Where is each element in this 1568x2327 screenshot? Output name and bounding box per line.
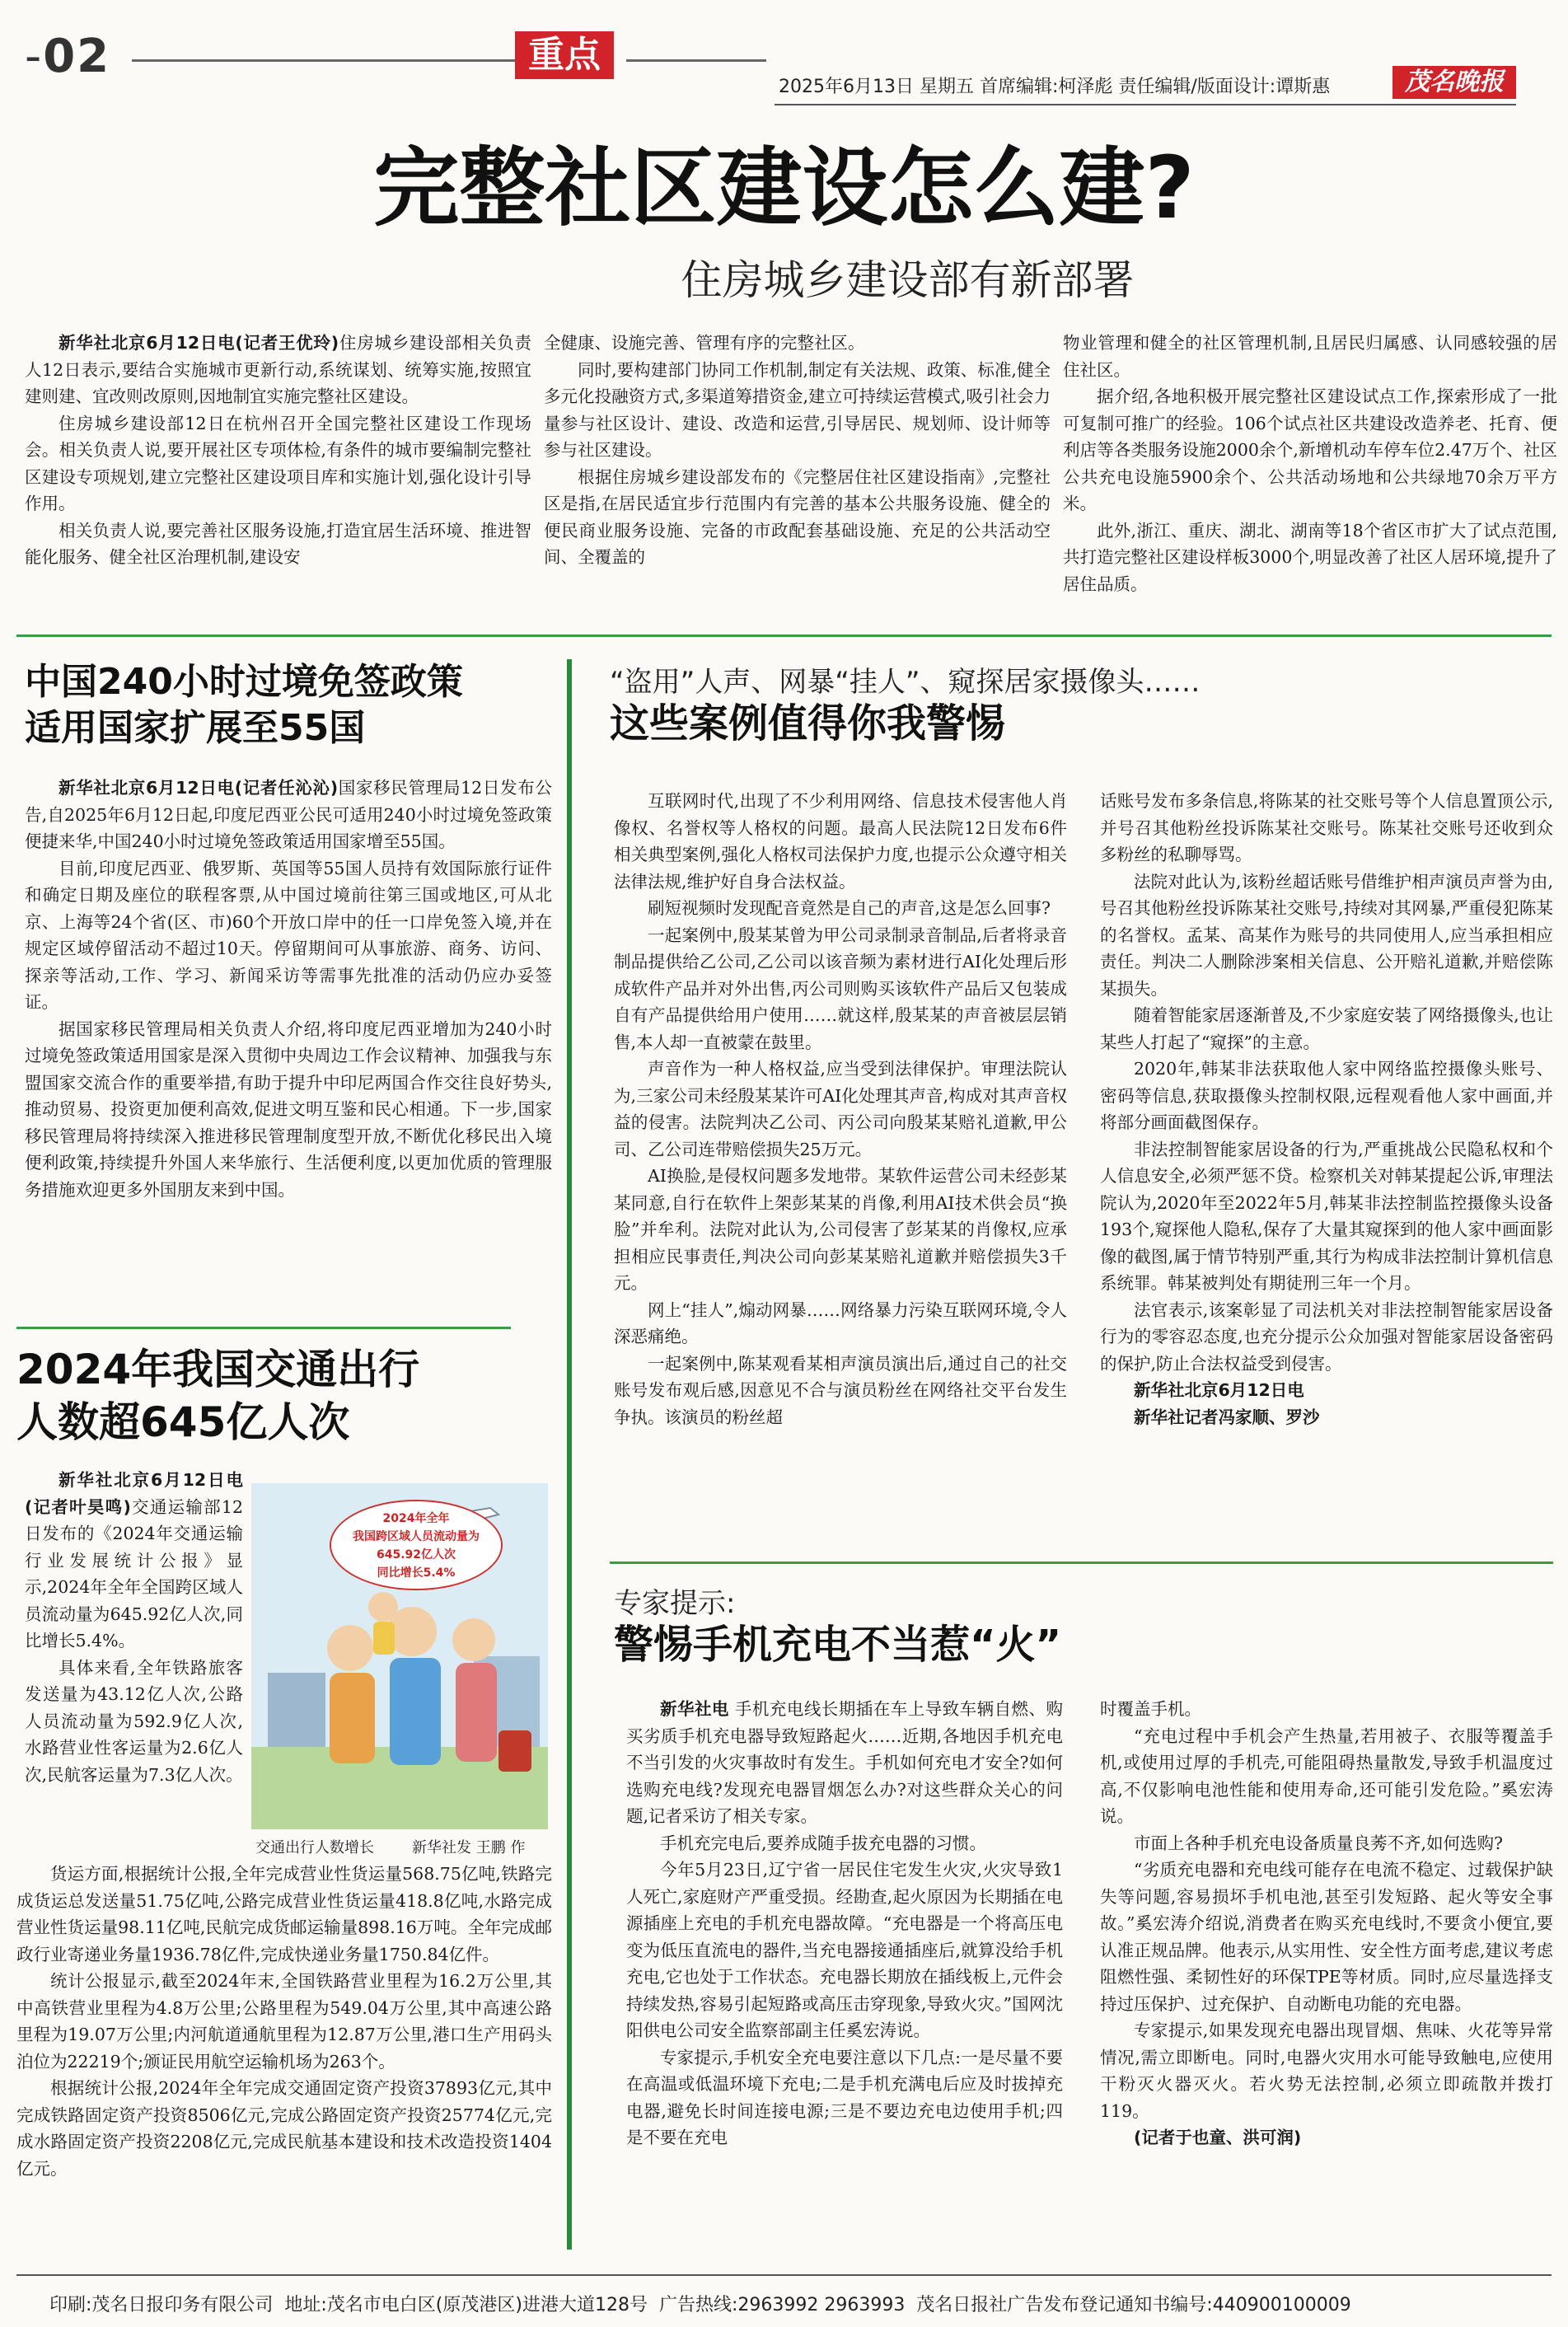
footer-info: 印刷:茂名日报印务有限公司 地址:茂名市电白区(原茂港区)进港大道128号 广告热线:2963992 2963993 茂名日报社广告发布登记通知书编号:440900100009 (49, 2295, 1351, 2315)
date-line: 2025年6月13日 星期五 首席编辑:柯泽彪 责任编辑/版面设计:谭斯惠 (779, 77, 1331, 97)
privacy-col-1: 互联网时代,出现了不少利用网络、信息技术侵害他人肖像权、名誉权等人格权的问题。最高人民法院12日发布6件相关典型案例,强化人格权司法保护力度,也提示公众遵守相关法律法规,维护好自身合法权益。 刷短视频时发现配音竟然是自己的声音,这是怎么回事? 一起案例中,殷某某曾为甲公司录制录音制品,后者将录音制品提供给乙公司,乙公司以该音频为素材进行AI化处理后形成软件产品并对外出售,丙公司则购买该软件产品后又包装成自有产品提供给用户使用……就这样,殷某某的声音被层层销售,本人却一直被蒙在鼓里。 声音作为一种人格权益,应当受到法律保护。审理法院认为,三家公司未经殷某某许可AI化处理其声音,构成对其声音权益的侵害。法院判决乙公司、丙公司向殷某某赔礼道歉,甲公司、乙公司连带赔偿损失25万元。 AI换脸,是侵权问题多发地带。某软件运营公司未经彭某某同意,自行在软件上架彭某某的肖像,利用AI技术供会员“换脸”并牟利。法院对此认为,公司侵害了彭某某的肖像权,应承担相应民事责任,判决公司向彭某某赔礼道歉并赔偿损失3千元。 网上“挂人”,煽动网暴……网络暴力污染互联网环境,令人深恶痛绝。 一起案例中,陈某观看某相声演员演出后,通过自己的社交账号发布观后感,因意见不合与演员粉丝在网络社交平台发生争执。该演员的粉丝超 (614, 791, 1067, 1427)
illustration-bubble: 2024年全年 我国跨区域人员流动量为 645.92亿人次 同比增长5.4% (330, 1500, 503, 1590)
visa-body: 新华社北京6月12日电(记者任沁沁)国家移民管理局12日发布公告,自2025年6月12日起,印度尼西亚公民可适用240小时过境免签政策便捷来华,中国240小时过境免签政策适用国家增至55国。 目前,印度尼西亚、俄罗斯、英国等55国人员持有效国际旅行证件和确定日期及座位的联程客票,从中国过境前往第三国或地区,可从北京、上海等24个省(区、市)60个开放口岸中的任一口岸免签入境,并在规定区域停留活动不超过10天。停留期间可从事旅游、商务、访问、探亲等活动,工作、学习、新闻采访等需事先批准的活动仍应办妥签证。 据国家移民管理局相关负责人介绍,将印度尼西亚增加为240小时过境免签政策适用国家是深入贯彻中央周边工作会议精神、加强我与东盟国家交流合作的重要举措,有助于提升中印尼两国合作交往良好势头,推动贸易、投资更加便利高效,促进文明互鉴和民心相通。下一步,国家移民管理局将持续深入推进移民管理制度型开放,不断优化移民出入境便利政策,持续提升外国人来华旅行、生活便利度,以更加优质的管理服务措施欢迎更多外国朋友来到中国。 (25, 778, 552, 1200)
footer-rule (16, 2274, 1552, 2276)
privacy-col-2: 话账号发布多条信息,将陈某的社交账号等个人信息置顶公示,并号召其他粉丝投诉陈某社交账号。陈某社交账号还收到众多粉丝的私聊辱骂。 法院对此认为,该粉丝超话账号借维护相声演员声誉为由,号召其他粉丝投诉陈某社交账号,持续对其网暴,严重侵犯陈某的名誉权。孟某、高某作为账号的共同使用人,应当承担相应责任。判决二人删除涉案相关信息、公开赔礼道歉,并赔偿陈某损失。 随着智能家居逐渐普及,不少家庭安装了网络摄像头,也让某些人打起了“窥探”的主意。 2020年,韩某非法获取他人家中网络监控摄像头账号、密码等信息,获取摄像头控制权限,远程观看他人家中画面,并将部分画面截图保存。 非法控制智能家居设备的行为,严重挑战公民隐私权和个人信息安全,必须严惩不贷。检察机关对韩某提起公诉,审理法院认为,2020年至2022年5月,韩某非法控制监控摄像头设备193个,窥探他人隐私,保存了大量其窥探到的他人家中画面影像的截图,属于情节特别严重,其行为构成非法控制计算机信息系统罪。韩某被判处有期徒刑三年一个月。 法官表示,该案彰显了司法机关对非法控制智能家居设备行为的零容忍态度,也充分提示公众加强对智能家居设备密码的保护,防止合法权益受到侵害。 新华社北京6月12日电 新华社记者冯家顺、罗沙 (1100, 791, 1553, 1427)
header-rule-left (132, 59, 515, 62)
lead-col-3: 物业管理和健全的社区管理机制,且居民归属感、认同感较强的居住社区。 据介绍,各地积极开展完整社区建设试点工作,探索形成了一批可复制可推广的经验。106个试点社区共建设改造养老、托育、便利店等各类服务设施2000余个,新增机动车停车位2.47万个、社区公共充电设施5900余个、公共活动场地和公共绿地70余万平方米。 此外,浙江、重庆、湖北、湖南等18个省区市扩大了试点范围,共打造完整社区建设样板3000个,明显改善了社区人居环境,提升了居住品质。 (1063, 333, 1557, 594)
lead-col-1: 新华社北京6月12日电(记者王优玲)住房城乡建设部相关负责人12日表示,要结合实施城市更新行动,系统谋划、统筹实施,按照宜建则建、宜改则改原则,因地制宜实施完整社区建设。 住房城乡建设部12日在杭州召开全国完整社区建设工作现场会。相关负责人说,要开展社区专项体检,有条件的城市要编制完整社区建设专项规划,建立完整社区建设项目库和实施计划,强化设计引导作用。 相关负责人说,要完善社区服务设施,打造宜居生活环境、推进智能化服务、健全社区治理机制,建设安 (25, 333, 532, 567)
illustration-credit: 新华社发 王鹏 作 (412, 1839, 526, 1856)
transport-illustration (251, 1483, 548, 1829)
illustration-caption: 交通出行人数增长 (255, 1839, 374, 1856)
lead-col-2: 全健康、设施完善、管理有序的完整社区。 同时,要构建部门协同工作机制,制定有关法规、政策、标准,健全多元化投融资方式,多渠道筹措资金,建立可持续运营模式,吸引社会力量参与社区设计、建设、改造和运营,引导居民、规划师、设计师等参与社区建设。 根据住房城乡建设部发布的《完整居住社区建设指南》,完整社区是指,在居民适宜步行范围内有完善的基本公共服务设施、健全的便民商业服务设施、完备的市政配套基础设施、充足的公共活动空间、全覆盖的 (544, 333, 1051, 567)
visa-title: 中国240小时过境免签政策 适用国家扩展至55国 (25, 661, 463, 749)
column-divider (567, 659, 572, 2250)
lead-title: 完整社区建设怎么建? (373, 138, 1195, 238)
privacy-kicker: “盗用”人声、网暴“挂人”、窥探居家摄像头…… (610, 666, 1201, 699)
phone-kicker: 专家提示: (614, 1587, 736, 1620)
transport-body: 货运方面,根据统计公报,全年完成营业性货运量568.75亿吨,铁路完成货运总发送量51.75亿吨,公路完成营业性货运量418.8亿吨,水路完成营业性货运量98.11亿吨,民航完成货邮运输量898.16万吨。全年完成邮政行业寄递业务量1936.78亿件,完成快递业务量1750.84亿件。 统计公报显示,截至2024年末,全国铁路营业里程为16.2万公里,其中高铁营业里程为4.8万公里;公路里程为549.04万公里,其中高速公路里程为19.07万公里;内河航道通航里程为12.87万公里,港口生产用码头泊位为22219个;颁证民用航空运输机场为263个。 根据统计公报,2024年全年完成交通固定资产投资37893亿元,其中完成铁路固定资产投资8506亿元,完成公路固定资产投资25774亿元,完成水路固定资产投资2208亿元,完成民航基本建设和技术改造投资1404亿元。 (16, 1864, 552, 2179)
phone-col-2: 时覆盖手机。 “充电过程中手机会产生热量,若用被子、衣服等覆盖手机,或使用过厚的手机壳,可能阻碍热量散发,导致手机温度过高,不仅影响电池性能和使用寿命,还可能引发危险。”奚宏涛说。 市面上各种手机充电设备质量良莠不齐,如何选购? “劣质充电器和充电线可能存在电流不稳定、过载保护缺失等问题,容易损坏手机电池,甚至引发短路、起火等安全事故。”奚宏涛介绍说,消费者在购买充电线时,不要贪小便宜,要认准正规品牌。他表示,从实用性、安全性方面考虑,建议考虑阻燃性强、柔韧性好的环保TPE等材质。同时,应尽量选择支持过压保护、过充保护、自动断电功能的充电器。 专家提示,如果发现充电器出现冒烟、焦味、火花等异常情况,需立即断电。同时,电器火灾用水可能导致触电,应使用干粉灭火器灭火。若火势无法控制,必须立即疏散并拨打119。 (记者于也童、洪可润) (1100, 1699, 1553, 2147)
privacy-title: 这些案例值得你我警惕 (610, 700, 1006, 747)
lead-subtitle: 住房城乡建设部有新部署 (681, 256, 1135, 304)
page-number: -02 (25, 30, 111, 83)
visa-divider (16, 1327, 511, 1329)
section-label: 重点 (515, 31, 614, 79)
masthead-logo: 茂名晚报 (1392, 66, 1516, 99)
phone-title: 警惕手机充电不当惹“火” (614, 1622, 1062, 1668)
transport-intro: 新华社北京6月12日电(记者叶昊鸣)交通运输部12日发布的《2024年交通运输行业发展统计公报》显示,2024年全年全国跨区域人员流动量为645.92亿人次,同比增长5.4%。 具体来看,全年铁路旅客发送量为43.12亿人次,公路人员流动量为592.9亿人次,水路营业性客运量为2.6亿人次,民航客运量为7.3亿人次。 (25, 1470, 243, 1785)
lead-divider (16, 634, 1552, 637)
header-underline (775, 104, 1516, 105)
header-rule-right (626, 59, 766, 62)
transport-title: 2024年我国交通出行 人数超645亿人次 (16, 1346, 420, 1446)
phone-col-1: 新华社电 手机充电线长期插在车上导致车辆自燃、购买劣质手机充电器导致短路起火……近期,各地因手机充电不当引发的火灾事故时有发生。手机如何充电才安全?如何选购充电线?发现充电器冒烟怎么办?对这些群众关心的问题,记者采访了相关专家。 手机充完电后,要养成随手拔充电器的习惯。 今年5月23日,辽宁省一居民住宅发生火灾,火灾导致1人死亡,家庭财产严重受损。经勘查,起火原因为长期插在电源插座上充电的手机充电器故障。“充电器是一个将高压电变为低压直流电的器件,当充电器接通插座后,就算没给手机充电,它也处于工作状态。充电器长期放在插线板上,元件会持续发热,容易引起短路或高压击穿现象,导致火灾。”国网沈阳供电公司安全监察部副主任奚宏涛说。 专家提示,手机安全充电要注意以下几点:一是尽量不要在高温或低温环境下充电;二是手机充满电后应及时拔掉充电器,避免长时间连接电源;三是不要边充电边使用手机;四是不要在充电 (626, 1699, 1064, 2147)
privacy-divider (610, 1561, 1553, 1564)
